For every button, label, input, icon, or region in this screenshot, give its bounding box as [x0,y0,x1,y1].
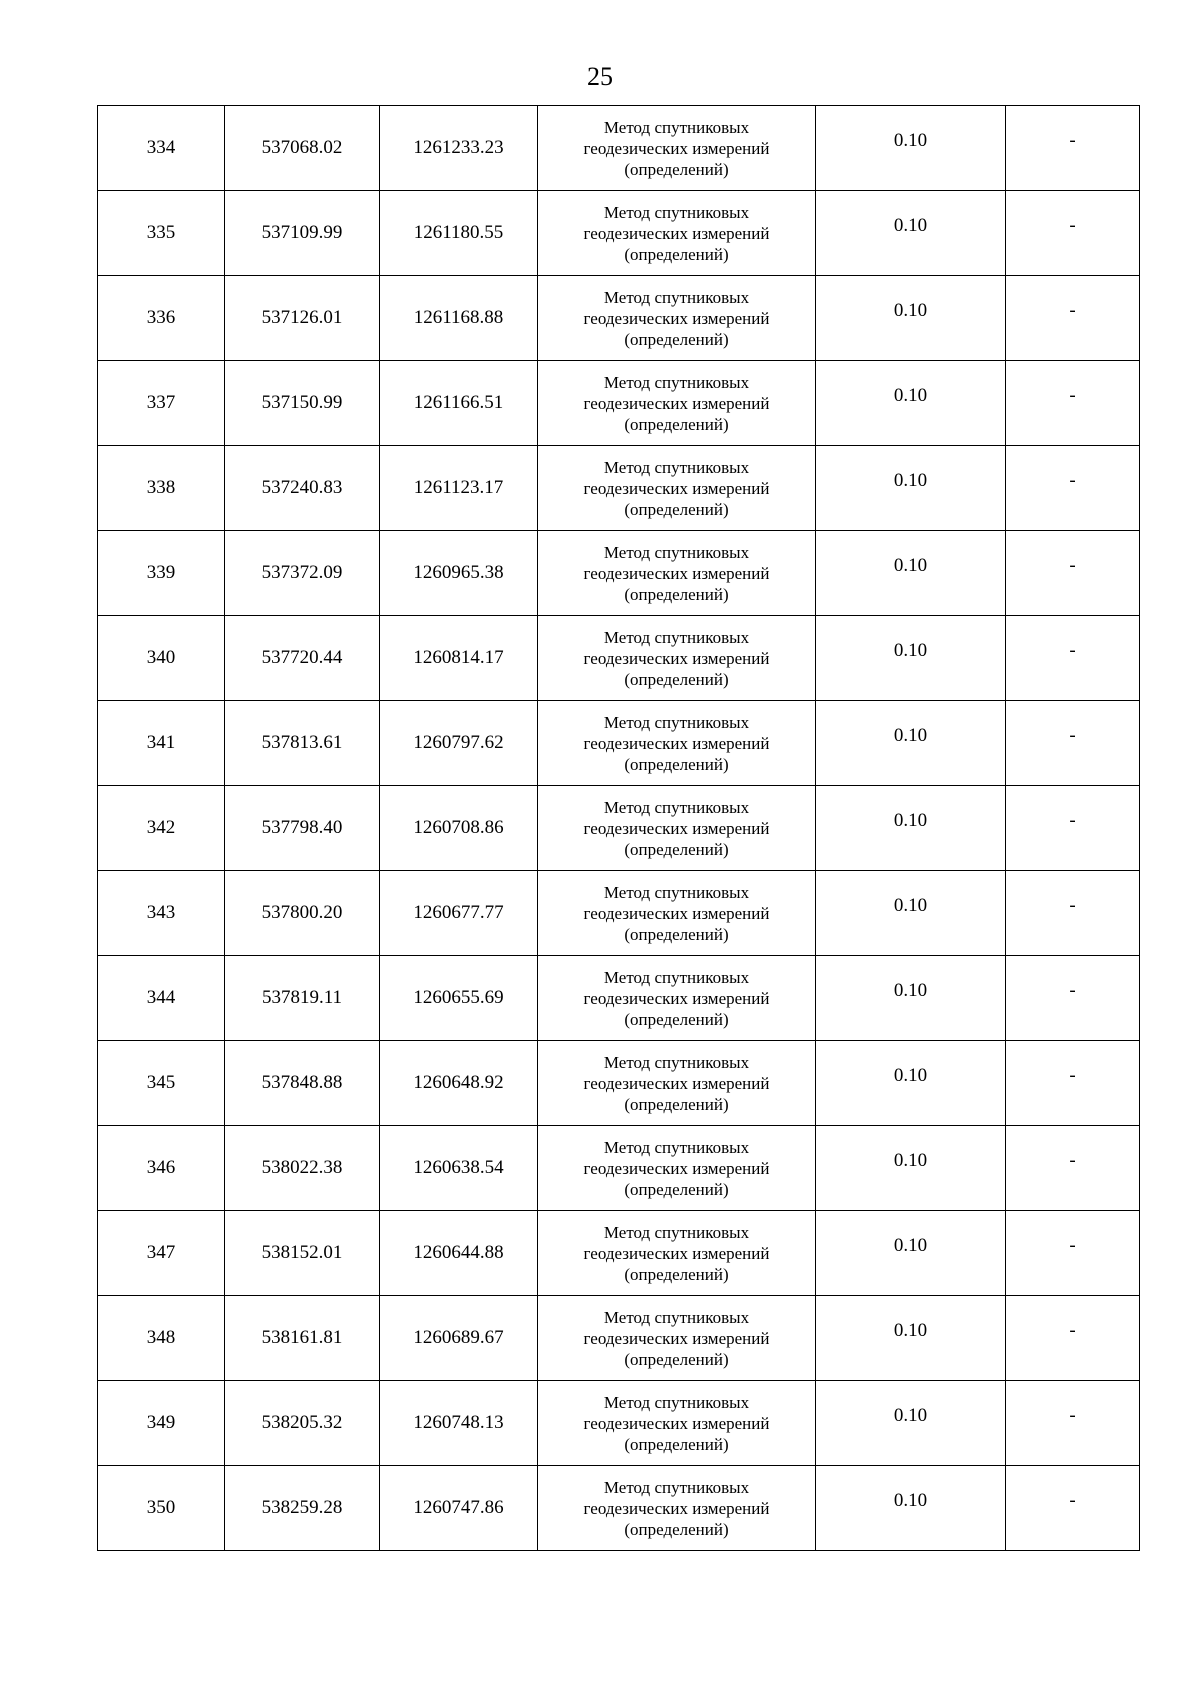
x-coordinate-cell: 538161.81 [225,1296,380,1381]
x-coordinate-cell: 537068.02 [225,106,380,191]
method-line: геодезических измерений [583,733,770,753]
y-coordinate-cell: 1260644.88 [380,1211,538,1296]
point-number-cell: 337 [98,361,225,446]
method-line: Метод спутниковых [603,1222,750,1242]
y-coordinate-cell: 1260677.77 [380,871,538,956]
method-line: геодезических измерений [583,903,770,923]
table-row [98,1126,1140,1211]
point-number-cell: 339 [98,531,225,616]
accuracy-cell: 0.10 [816,1466,1006,1551]
method-line: (определений) [624,329,729,349]
note-cell: - [1006,616,1140,701]
x-coordinate-cell: 538152.01 [225,1211,380,1296]
point-number-cell: 348 [98,1296,225,1381]
method-cell [538,786,816,871]
method-line: геодезических измерений [583,1073,770,1093]
y-coordinate-cell: 1261166.51 [380,361,538,446]
y-coordinate-cell: 1260655.69 [380,956,538,1041]
method-line: (определений) [624,839,729,859]
note-cell: - [1006,1126,1140,1211]
point-number-cell: 338 [98,446,225,531]
method-line: (определений) [624,754,729,774]
note-cell: - [1006,446,1140,531]
accuracy-cell: 0.10 [816,956,1006,1041]
note-cell: - [1006,1296,1140,1381]
note-cell: - [1006,191,1140,276]
method-line: (определений) [624,159,729,179]
accuracy-cell: 0.10 [816,531,1006,616]
method-cell [538,276,816,361]
accuracy-cell: 0.10 [816,361,1006,446]
method-line: (определений) [624,414,729,434]
method-cell [538,446,816,531]
accuracy-cell: 0.10 [816,1296,1006,1381]
method-cell [538,191,816,276]
method-line: (определений) [624,499,729,519]
table-row [98,1211,1140,1296]
method-line: (определений) [624,1009,729,1029]
y-coordinate-cell: 1260965.38 [380,531,538,616]
method-line: геодезических измерений [583,1328,770,1348]
method-line: геодезических измерений [583,1158,770,1178]
x-coordinate-cell: 537372.09 [225,531,380,616]
method-line: Метод спутниковых [603,542,750,562]
table-row [98,276,1140,361]
method-cell [538,956,816,1041]
method-line: Метод спутниковых [603,1307,750,1327]
method-line: геодезических измерений [583,1243,770,1263]
method-cell [538,1041,816,1126]
method-line: Метод спутниковых [603,882,750,902]
method-cell [538,106,816,191]
point-number-cell: 349 [98,1381,225,1466]
note-cell: - [1006,786,1140,871]
method-cell [538,1381,816,1466]
y-coordinate-cell: 1261123.17 [380,446,538,531]
accuracy-cell: 0.10 [816,1211,1006,1296]
note-cell: - [1006,1211,1140,1296]
table-row [98,106,1140,191]
method-line: (определений) [624,244,729,264]
table-body [98,106,1140,1551]
y-coordinate-cell: 1260648.92 [380,1041,538,1126]
x-coordinate-cell: 538205.32 [225,1381,380,1466]
method-cell [538,1466,816,1551]
method-line: Метод спутниковых [603,117,750,137]
method-line: Метод спутниковых [603,372,750,392]
x-coordinate-cell: 537240.83 [225,446,380,531]
method-line: (определений) [624,1094,729,1114]
method-line: Метод спутниковых [603,712,750,732]
table-row [98,1466,1140,1551]
method-line: (определений) [624,584,729,604]
method-cell [538,701,816,786]
method-line: Метод спутниковых [603,627,750,647]
x-coordinate-cell: 537109.99 [225,191,380,276]
method-cell [538,1296,816,1381]
accuracy-cell: 0.10 [816,701,1006,786]
method-line: геодезических измерений [583,818,770,838]
method-line: (определений) [624,1264,729,1284]
accuracy-cell: 0.10 [816,276,1006,361]
point-number-cell: 343 [98,871,225,956]
y-coordinate-cell: 1260747.86 [380,1466,538,1551]
point-number-cell: 344 [98,956,225,1041]
method-cell [538,361,816,446]
method-line: Метод спутниковых [603,797,750,817]
y-coordinate-cell: 1260708.86 [380,786,538,871]
note-cell: - [1006,276,1140,361]
method-line: геодезических измерений [583,223,770,243]
method-line: (определений) [624,1519,729,1539]
table-row [98,616,1140,701]
method-cell [538,871,816,956]
y-coordinate-cell: 1260689.67 [380,1296,538,1381]
method-line: геодезических измерений [583,988,770,1008]
method-cell [538,1126,816,1211]
method-line: (определений) [624,1349,729,1369]
y-coordinate-cell: 1260814.17 [380,616,538,701]
point-number-cell: 334 [98,106,225,191]
y-coordinate-cell: 1261233.23 [380,106,538,191]
y-coordinate-cell: 1260748.13 [380,1381,538,1466]
x-coordinate-cell: 537126.01 [225,276,380,361]
x-coordinate-cell: 537819.11 [225,956,380,1041]
accuracy-cell: 0.10 [816,446,1006,531]
accuracy-cell: 0.10 [816,106,1006,191]
point-number-cell: 341 [98,701,225,786]
point-number-cell: 346 [98,1126,225,1211]
note-cell: - [1006,701,1140,786]
y-coordinate-cell: 1260797.62 [380,701,538,786]
point-number-cell: 335 [98,191,225,276]
note-cell: - [1006,1041,1140,1126]
method-line: геодезических измерений [583,138,770,158]
accuracy-cell: 0.10 [816,616,1006,701]
table-row [98,1041,1140,1126]
accuracy-cell: 0.10 [816,786,1006,871]
x-coordinate-cell: 537800.20 [225,871,380,956]
method-line: геодезических измерений [583,308,770,328]
point-number-cell: 350 [98,1466,225,1551]
method-line: геодезических измерений [583,1498,770,1518]
point-number-cell: 340 [98,616,225,701]
method-line: (определений) [624,924,729,944]
point-number-cell: 347 [98,1211,225,1296]
note-cell: - [1006,106,1140,191]
table-row [98,361,1140,446]
method-line: Метод спутниковых [603,202,750,222]
coordinates-table [97,105,1140,1551]
x-coordinate-cell: 538022.38 [225,1126,380,1211]
accuracy-cell: 0.10 [816,1041,1006,1126]
y-coordinate-cell: 1260638.54 [380,1126,538,1211]
method-line: Метод спутниковых [603,1477,750,1497]
method-line: геодезических измерений [583,563,770,583]
method-line: Метод спутниковых [603,1052,750,1072]
method-cell [538,616,816,701]
method-line: (определений) [624,1179,729,1199]
x-coordinate-cell: 537720.44 [225,616,380,701]
note-cell: - [1006,1466,1140,1551]
table-row [98,1381,1140,1466]
method-line: (определений) [624,669,729,689]
method-cell [538,1211,816,1296]
method-cell [538,531,816,616]
note-cell: - [1006,871,1140,956]
note-cell: - [1006,956,1140,1041]
table-row [98,1296,1140,1381]
note-cell: - [1006,361,1140,446]
x-coordinate-cell: 537798.40 [225,786,380,871]
accuracy-cell: 0.10 [816,1381,1006,1466]
x-coordinate-cell: 537813.61 [225,701,380,786]
method-line: (определений) [624,1434,729,1454]
x-coordinate-cell: 537150.99 [225,361,380,446]
method-line: Метод спутниковых [603,1392,750,1412]
y-coordinate-cell: 1261180.55 [380,191,538,276]
method-line: Метод спутниковых [603,967,750,987]
x-coordinate-cell: 537848.88 [225,1041,380,1126]
table-row [98,531,1140,616]
method-line: геодезических измерений [583,1413,770,1433]
accuracy-cell: 0.10 [816,871,1006,956]
page-number: 25 [587,62,613,91]
point-number-cell: 336 [98,276,225,361]
method-line: Метод спутниковых [603,287,750,307]
method-line: Метод спутниковых [603,1137,750,1157]
table-row [98,871,1140,956]
accuracy-cell: 0.10 [816,191,1006,276]
table-row [98,956,1140,1041]
point-number-cell: 342 [98,786,225,871]
method-line: геодезических измерений [583,393,770,413]
table-row [98,786,1140,871]
method-line: геодезических измерений [583,478,770,498]
y-coordinate-cell: 1261168.88 [380,276,538,361]
table-row [98,701,1140,786]
note-cell: - [1006,1381,1140,1466]
method-line: геодезических измерений [583,648,770,668]
note-cell: - [1006,531,1140,616]
point-number-cell: 345 [98,1041,225,1126]
accuracy-cell: 0.10 [816,1126,1006,1211]
method-line: Метод спутниковых [603,457,750,477]
table-row [98,191,1140,276]
x-coordinate-cell: 538259.28 [225,1466,380,1551]
table-row [98,446,1140,531]
